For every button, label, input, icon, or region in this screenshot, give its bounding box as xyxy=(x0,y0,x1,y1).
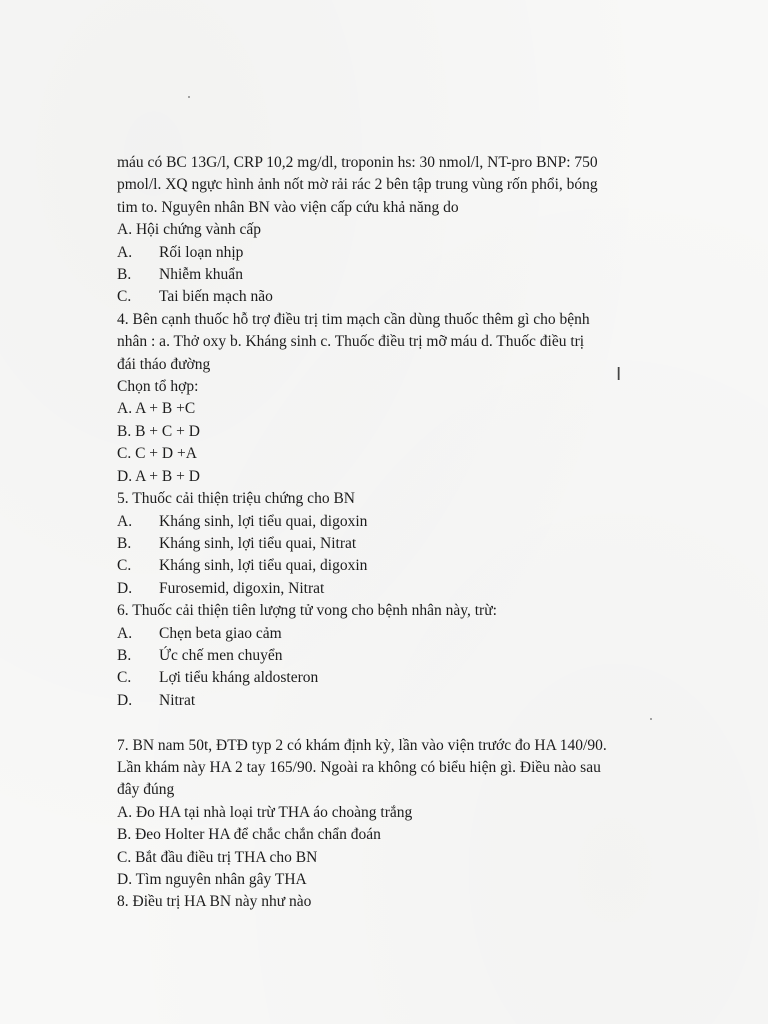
option-text: Nhiễm khuẩn xyxy=(159,266,243,284)
q4-stem: đái tháo đường xyxy=(117,355,211,373)
q5-option xyxy=(117,533,657,555)
q6-stem: 6. Thuốc cải thiện tiên lượng tử vong cho bệnh nhân này, trừ: xyxy=(117,602,497,620)
q7-stem: đây đúng xyxy=(117,781,175,799)
q4-option: A. A + B +C xyxy=(117,400,196,418)
q4-option: B. B + C + D xyxy=(117,422,200,440)
q7-option: B. Đeo Holter HA để chắc chắn chẩn đoán xyxy=(117,826,381,844)
q6-option xyxy=(117,645,657,667)
spacer xyxy=(117,712,657,734)
intro-line: máu có BC 13G/l, CRP 10,2 mg/dl, troponin hs: 30 nmol/l, NT-pro BNP: 750 xyxy=(117,154,598,171)
option-key: C. xyxy=(117,669,132,687)
text-cursor-icon: I xyxy=(616,364,622,385)
option-text: Tai biến mạch não xyxy=(159,288,273,306)
q5-stem: 5. Thuốc cải thiện triệu chứng cho BN xyxy=(117,490,355,508)
q7-option: C. Bắt đầu điều trị THA cho BN xyxy=(117,848,318,866)
option-text: Kháng sinh, lợi tiểu quai, digoxin xyxy=(159,512,368,530)
option-text: Kháng sinh, lợi tiểu quai, Nitrat xyxy=(159,534,357,552)
option-key: A. xyxy=(117,624,133,642)
option-text: Furosemid, digoxin, Nitrat xyxy=(159,579,325,597)
q8-stem: 8. Điều trị HA BN này như nào xyxy=(117,893,312,911)
q6-option xyxy=(117,690,657,712)
option-key: A. xyxy=(117,243,133,261)
option-text: Kháng sinh, lợi tiểu quai, digoxin xyxy=(159,557,368,575)
option-key: A. xyxy=(117,512,133,530)
q4-option: C. C + D +A xyxy=(117,445,197,463)
option-text: Ức chế men chuyển xyxy=(159,646,283,664)
option-key: C. xyxy=(117,557,132,575)
q3-option xyxy=(117,264,657,286)
intro-line: tim to. Nguyên nhân BN vào viện cấp cứu khả năng do xyxy=(117,198,459,216)
option-key: B. xyxy=(117,646,132,664)
q4-stem: 4. Bên cạnh thuốc hỗ trợ điều trị tim mạch cần dùng thuốc thêm gì cho bệnh xyxy=(117,310,590,328)
dust-speck xyxy=(188,96,190,98)
option-key: D. xyxy=(117,691,133,709)
option-key: C. xyxy=(117,288,132,306)
q3-option xyxy=(117,286,657,308)
q7-stem: 7. BN nam 50t, ĐTĐ typ 2 có khám định kỳ, lần vào viện trước đo HA 140/90. xyxy=(117,736,607,754)
q3-option xyxy=(117,242,657,264)
q4-instruction: Chọn tổ hợp: xyxy=(117,378,199,396)
q5-option xyxy=(117,555,657,577)
intro-line: pmol/l. XQ ngực hình ảnh nốt mờ rải rác 2 bên tập trung vùng rốn phổi, bóng xyxy=(117,176,598,194)
q5-option xyxy=(117,578,657,600)
option-text: Nitrat xyxy=(159,691,196,709)
option-key: B. xyxy=(117,266,132,284)
option-key: D. xyxy=(117,579,133,597)
q4-option: D. A + B + D xyxy=(117,467,200,485)
exam-text xyxy=(117,152,657,914)
option-key: B. xyxy=(117,534,132,552)
option-text: Chẹn beta giao cảm xyxy=(159,624,282,642)
option-text: Rối loạn nhịp xyxy=(159,243,244,261)
q3-option-a-title: A. Hội chứng vành cấp xyxy=(117,221,261,239)
q7-option: A. Đo HA tại nhà loại trừ THA áo choàng trắng xyxy=(117,803,413,821)
q4-stem: nhân : a. Thở oxy b. Kháng sinh c. Thuốc điều trị mỡ máu d. Thuốc điều trị xyxy=(117,333,585,351)
option-text: Lợi tiểu kháng aldosteron xyxy=(159,669,319,687)
q5-option xyxy=(117,511,657,533)
q6-option xyxy=(117,623,657,645)
q7-option: D. Tìm nguyên nhân gây THA xyxy=(117,870,307,888)
q7-stem: Lần khám này HA 2 tay 165/90. Ngoài ra không có biểu hiện gì. Điều nào sau xyxy=(117,758,601,776)
q6-option xyxy=(117,667,657,689)
